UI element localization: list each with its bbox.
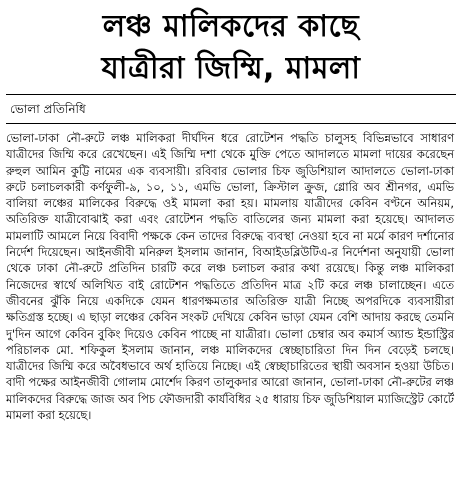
article-body: ভোলা-ঢাকা নৌ-রুটে লঞ্চ মালিকরা দীর্ঘদিন ধরে রোটেশন পদ্ধতি চালুসহ বিভিন্নভাবে সাধারণ যাত্রীদের জিম্মি করে রেখেছেন। এই জিম্মি দশা থেকে মুক্তি পেতে আদালতে মামলা দায়ের করেছেন রুহুল আমিন কুট্টি নামের এক ব্যবসায়ী। রবিবার ভোলার চিফ জুডিশিয়াল আদালতে ভোলা-ঢাকা রুটে চলাচলকারী কর্ণফুলী-৯, ১০, ১১, এমভি ভোলা, ক্রিস্টাল ক্রুজ, গ্লোরি অব শ্রীনগর, এমভি বালিয়া লঞ্চের মালিকের বিরুদ্ধে ওই মামলা করা হয়। মামলায় যাত্রীদের কেবিন বণ্টনে অনিয়ম, অতিরিক্ত যাত্রীবোঝাই করা এবং রোটেশন পদ্ধতি বাতিলের জন্য মামলা করা হয়েছে। আদালত মামলাটি আমলে নিয়ে বিবাদী পক্ষকে কেন তাদের বিরুদ্ধে ব্যবস্থা নেওয়া হবে না মর্মে কারণ দর্শানোর নির্দেশ দিয়েছেন। আইনজীবী মনিরুল ইসলাম জানান, বিআইডব্লিউটিএ-র নির্দেশনা অনুযায়ী ভোলা থেকে ঢাকা নৌ-রুটে প্রতিদিন চারটি করে লঞ্চ চলাচল করার কথা রয়েছে। কিন্তু লঞ্চ মালিকরা নিজেদের স্বার্থে অলিখিত বাই রোটেশন পদ্ধতিতে প্রতিদিন মাত্র ২টি করে লঞ্চ চালাচ্ছেন। এতে জীবনের ঝুঁকি নিয়ে একদিকে যেমন ধারণক্ষমতার অতিরিক্ত যাত্রী নিচ্ছে অপরদিকে ব্যবসায়ীরা ক্ষতিগ্রস্ত হচ্ছে। এ ছাড়া লঞ্চের কেবিন সংকট দেখিয়ে কেবিন ভাড়া যেমন বেশি আদায় করছে তেমনি দু'দিন আগে কেবিন বুকিং দিয়েও কেবিন পাচ্ছে না যাত্রীরা। ভোলা চেম্বার অব কমার্স অ্যান্ড ইন্ডাস্ট্রির পরিচালক মো. শফিকুল ইসলাম জানান, লঞ্চ মালিকদের স্বেচ্ছাচারিতা দিন দিন বেড়েই চলছে। যাত্রীদের জিম্মি করে অবৈধভাবে অর্থ হাতিয়ে নিচ্ছে। এই স্বেচ্ছাচারিতের স্থায়ী অবসান হওয়া উচিত। বাদী পক্ষের আইনজীবী গোলাম মোর্শেদ কিরণ তালুকদার আরো জানান, ভোলা-ঢাকা নৌ-রুটের লঞ্চ মালিকদের বিরুদ্ধে জাজ অব পিচ ফৌজদারী কার্যবিধির ২৫ ধারায় চিফ জুডিশিয়াল ম্যাজিস্ট্রেট কোর্টে মামলা করা হয়েছে। xyxy=(6,131,454,423)
bottom-divider xyxy=(6,123,456,124)
byline: ভোলা প্রতিনিধি xyxy=(10,102,86,116)
headline xyxy=(6,6,456,90)
headline-line-2: যাত্রীরা জিম্মি, মামলা xyxy=(101,51,361,86)
headline-line-1: লঞ্চ মালিকদের কাছে xyxy=(102,9,360,44)
